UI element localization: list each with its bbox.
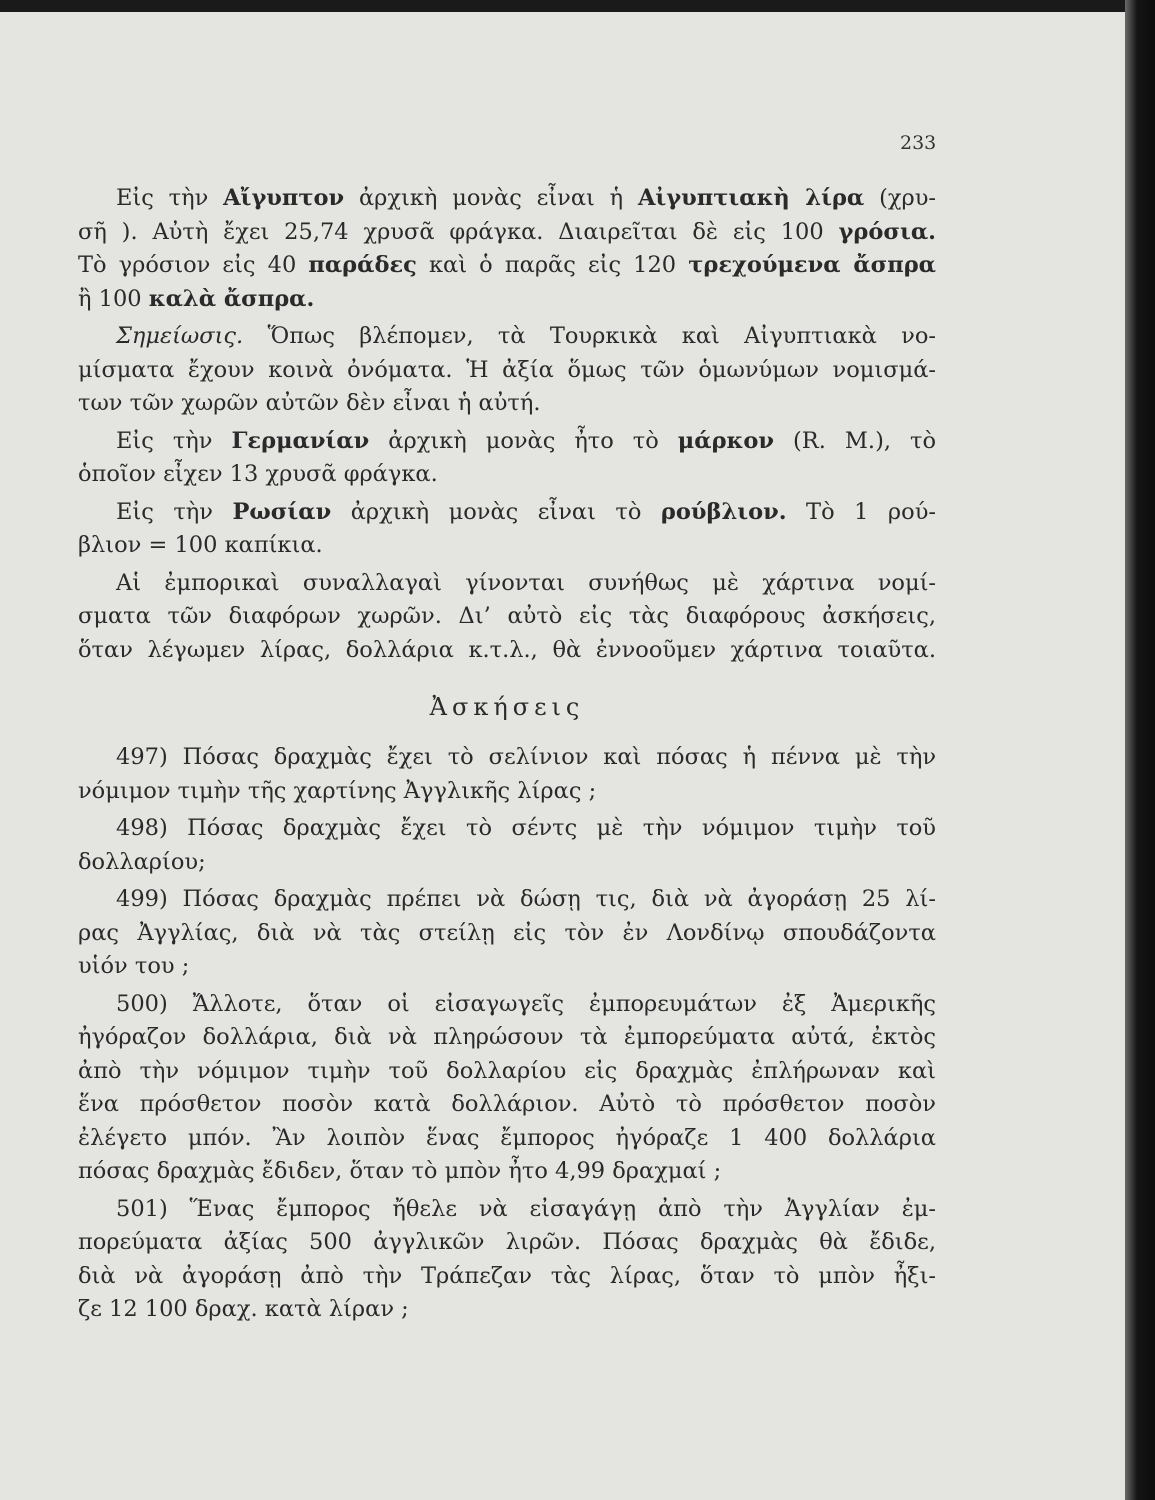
exercise-line: 499) Πόσας δραχμὰς πρέπει νὰ δώσῃ τις, διὰ νὰ ἀγοράσῃ 25 λί- [116,886,936,912]
book-page [0,12,1125,1500]
exercise-line: πόσας δραχμὰς ἔδιδεν, ὅταν τὸ μπὸν ἦτο 4,99 δραχμαί ; [78,1158,722,1184]
text-line: ἢ 100 καλὰ ἄσπρα. [78,285,315,312]
text-line: Εἰς τὴν Αἴγυπτον ἀρχικὴ μονὰς εἶναι ἡ Αἰγυπτιακὴ λίρα (χρυ- [116,185,936,211]
page-body [78,182,936,1327]
text-line: βλιον = 100 καπίκια. [78,532,323,558]
exercise-line: δολλαρίου; [78,848,206,875]
text-line: ὁποῖον εἶχεν 13 χρυσᾶ φράγκα. [78,461,438,487]
exercise-line: 497) Πόσας δραχμὰς ἔχει τὸ σελίνιον καὶ πόσας ἡ πέννα μὲ τὴν [116,744,936,770]
exercise-line: 501) Ἕνας ἔμπορος ἤθελε νὰ εἰσαγάγῃ ἀπὸ τὴν Ἀγγλίαν ἐμ- [116,1195,936,1222]
exercise-line: νόμιμον τιμὴν τῆς χαρτίνης Ἀγγλικῆς λίρας ; [78,777,597,804]
text-line: μίσματα ἔχουν κοινὰ ὀνόματα. Ἡ ἀξία ὅμως τῶν ὁμωνύμων νομισμά- [78,356,936,383]
exercise-line: 500) Ἄλλοτε, ὅταν οἱ εἰσαγωγεῖς ἐμπορευμάτων ἐξ Ἀμερικῆς [116,990,936,1017]
exercise-line: ἐλέγετο μπόν. Ἂν λοιπὸν ἕνας ἔμπορος ἠγόραζε 1 400 δολλάρια [78,1124,936,1151]
section-heading: Ἀσκήσεις [429,693,585,721]
scan-right-border [1125,0,1155,1500]
exercise-line: ἕνα πρόσθετον ποσὸν κατὰ δολλάριον. Αὐτὸ τὸ πρόσθετον ποσὸν [78,1091,936,1117]
text-line: ὅταν λέγωμεν λίρας, δολλάρια κ.τ.λ., θὰ ἐννοοῦμεν χάρτινα τοιαῦτα. [78,636,936,663]
text-line: Σημείωσις. Ὅπως βλέπομεν, τὰ Τουρκικὰ καὶ Αἰγυπτιακὰ νο- [116,323,936,349]
text-line: Εἰς τὴν Ρωσίαν ἀρχικὴ μονὰς εἶναι τὸ ρούβλιον. Τὸ 1 ρού- [116,498,936,525]
exercise-line: ἠγόραζον δολλάρια, διὰ νὰ πληρώσουν τὰ ἐμπορεύματα αὐτά, ἐκτὸς [78,1024,936,1050]
scan-top-border [0,0,1155,12]
exercise-line: υἱόν του ; [78,953,190,979]
exercise-line: 498) Πόσας δραχμὰς ἔχει τὸ σέντς μὲ τὴν νόμιμον τιμὴν τοῦ [116,815,936,841]
exercise-line: ζε 12 100 δραχ. κατὰ λίραν ; [78,1296,409,1322]
exercise-line: ρας Ἀγγλίας, διὰ νὰ τὰς στείλῃ εἰς τὸν ἐν Λονδίνῳ σπουδάζοντα [78,919,936,946]
text-line: Εἰς τὴν Γερμανίαν ἀρχικὴ μονὰς ἦτο τὸ μάρκον (R. M.), τὸ [116,427,936,454]
exercise-line: πορεύματα ἀξίας 500 ἀγγλικῶν λιρῶν. Πόσας δραχμὰς θὰ ἔδιδε, [78,1229,936,1255]
text-line: σῆ ). Αὐτὴ ἔχει 25,74 χρυσᾶ φράγκα. Διαιρεῖται δὲ εἰς 100 γρόσια. [78,218,936,245]
exercise-line: ἀπὸ τὴν νόμιμον τιμὴν τοῦ δολλαρίου εἰς δραχμὰς ἐπλήρωναν καὶ [78,1057,936,1084]
text-line: των τῶν χωρῶν αὐτῶν δὲν εἶναι ἡ αὐτή. [78,390,541,416]
page-number: 233 [900,132,937,154]
text-line: σματα τῶν διαφόρων χωρῶν. Δι’ αὐτὸ εἰς τὰς διαφόρους ἀσκήσεις, [78,603,936,629]
exercise-line: διὰ νὰ ἀγοράσῃ ἀπὸ τὴν Τράπεζαν τὰς λίρας, ὅταν τὸ μπὸν ἦξι- [78,1262,936,1289]
text-line: Αἱ ἐμπορικαὶ συναλλαγαὶ γίνονται συνήθως μὲ χάρτινα νομί- [116,569,936,596]
text-line: Τὸ γρόσιον εἰς 40 παράδες καὶ ὁ παρᾶς εἰς 120 τρεχούμενα ἄσπρα [78,252,936,278]
